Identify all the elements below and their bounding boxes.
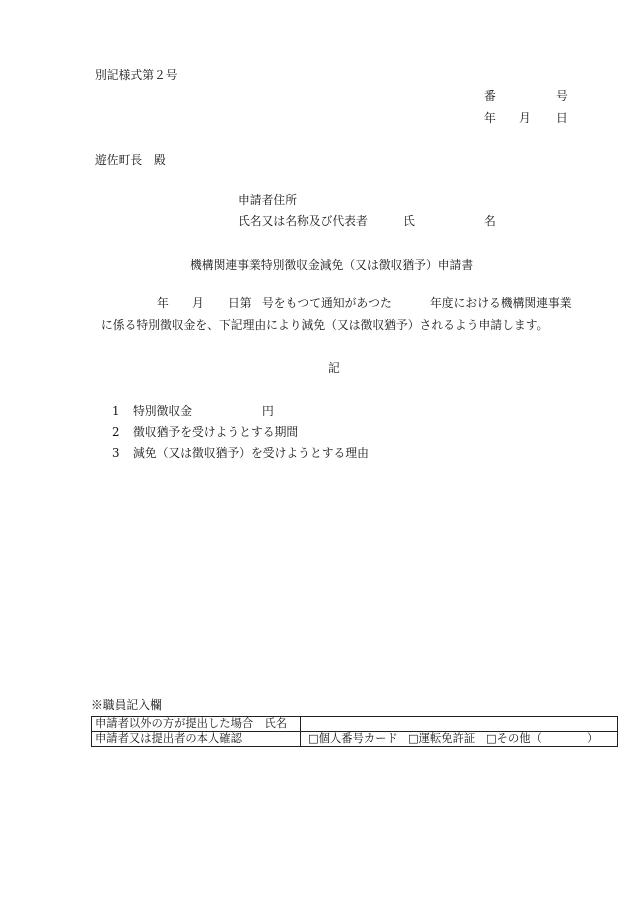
date-month-label: 月 xyxy=(519,111,531,125)
item-number: 2 xyxy=(112,425,120,439)
addressee: 遊佐町長 殿 xyxy=(95,153,166,167)
item-text: 徴収猶予を受けようとする期間 xyxy=(133,425,299,439)
ki-heading: 記 xyxy=(328,361,340,375)
body-line1-fiscal-year: 年度における機構関連事業 xyxy=(430,296,572,310)
id-option-other: □その他（ ） xyxy=(486,732,599,745)
applicant-name-char-shi: 氏 xyxy=(403,214,415,228)
identity-check-label: 申請者又は提出者の本人確認 xyxy=(92,732,301,746)
item-text: 特別徴収金 xyxy=(133,404,192,418)
date-day-label: 日 xyxy=(556,111,568,125)
staff-section-heading: ※職員記入欄 xyxy=(91,698,162,712)
applicant-name-char-mei: 名 xyxy=(484,214,496,228)
item-number: 1 xyxy=(112,404,120,418)
form-number: 別記様式第２号 xyxy=(95,68,178,82)
staff-entry-table xyxy=(91,716,618,747)
id-option-drivers-license: □運転免許証 xyxy=(408,732,476,745)
date-year-label: 年 xyxy=(484,111,496,125)
item-unit: 円 xyxy=(262,404,274,418)
body-line2: に係る特別徴収金を、下記理由により減免（又は徴収猶予）されるよう申請します。 xyxy=(101,318,549,332)
body-line1-month: 月 xyxy=(192,296,204,310)
table-row xyxy=(92,717,617,732)
document-number-label-ban: 番 xyxy=(484,89,496,103)
body-line1-year: 年 xyxy=(157,296,169,310)
proxy-submitter-label: 申請者以外の方が提出した場合 氏名 xyxy=(92,717,301,731)
table-row xyxy=(92,732,617,746)
document-title: 機構関連事業特別徴収金減免（又は徴収猶予）申請書 xyxy=(190,258,474,272)
item-text: 減免（又は徴収猶予）を受けようとする理由 xyxy=(133,446,369,460)
body-line1-day: 日第 xyxy=(228,296,252,310)
id-option-my-number-card: □個人番号カード xyxy=(308,732,398,745)
body-line1-notice: 号をもつて通知があつた xyxy=(262,296,392,310)
document-number-label-go: 号 xyxy=(556,89,568,103)
item-number: 3 xyxy=(112,446,120,460)
applicant-address-label: 申請者住所 xyxy=(238,193,297,207)
applicant-name-label: 氏名又は名称及び代表者 xyxy=(238,214,368,228)
identity-check-options-cell xyxy=(301,732,617,746)
proxy-submitter-name-cell xyxy=(301,717,617,731)
